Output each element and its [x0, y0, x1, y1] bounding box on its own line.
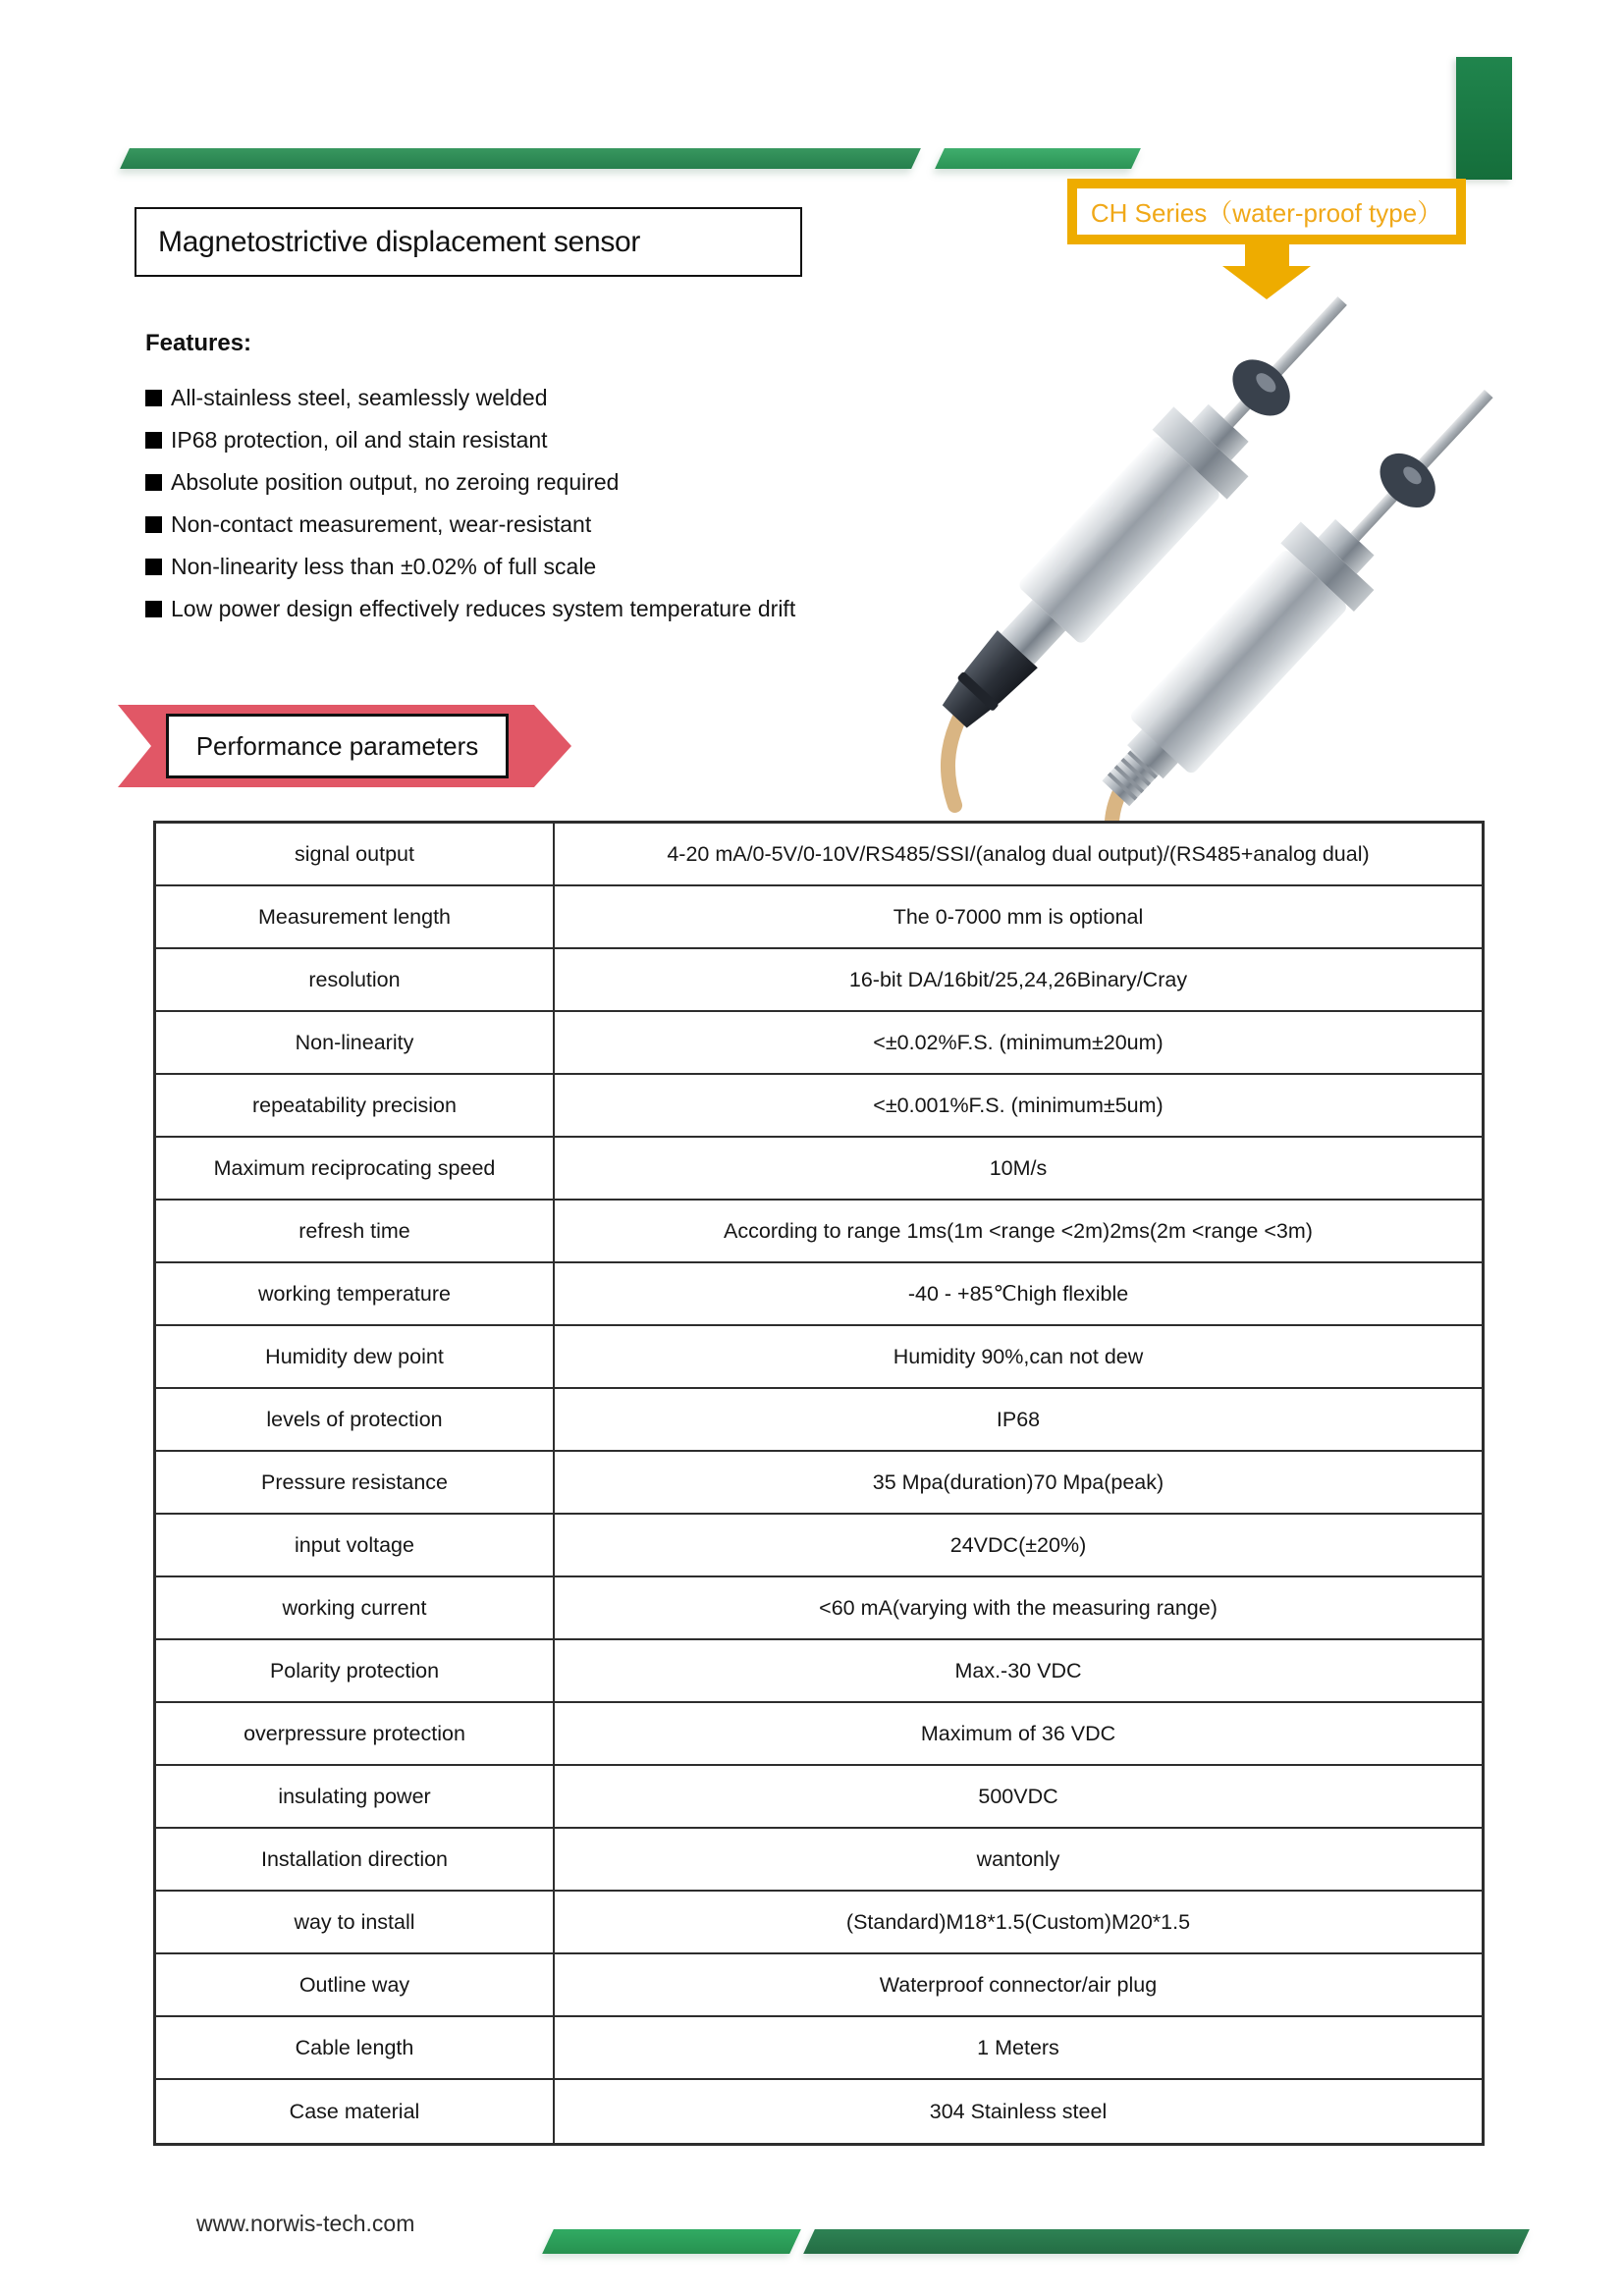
- param-name-cell: input voltage: [156, 1515, 555, 1575]
- feature-item: [145, 546, 931, 588]
- param-name-cell: Polarity protection: [156, 1640, 555, 1701]
- footer-green-bar-short: [542, 2229, 801, 2254]
- param-value-cell: The 0-7000 mm is optional: [893, 904, 1144, 929]
- param-value-cell: <±0.02%F.S. (minimum±20um): [873, 1030, 1164, 1054]
- black-square-icon: [145, 601, 162, 617]
- param-name-cell: working temperature: [156, 1263, 555, 1324]
- param-name-cell: resolution: [156, 949, 555, 1010]
- series-label: CH Series（water-proof type）: [1090, 198, 1443, 228]
- param-name-cell: Pressure resistance: [156, 1452, 555, 1513]
- black-square-icon: [145, 390, 162, 406]
- black-square-icon: [145, 432, 162, 449]
- param-name-cell: Case material: [156, 2080, 555, 2143]
- footer-website: www.norwis-tech.com: [196, 2211, 415, 2236]
- product-image: [884, 280, 1532, 825]
- feature-text: All-stainless steel, seamlessly welded: [171, 385, 548, 410]
- table-row: [156, 1892, 1482, 1954]
- table-row: [156, 1452, 1482, 1515]
- black-square-icon: [145, 559, 162, 575]
- feature-item: [145, 419, 931, 461]
- page-title-box: [135, 207, 802, 277]
- param-name-cell: Measurement length: [156, 886, 555, 947]
- table-row: [156, 1326, 1482, 1389]
- page-title: Magnetostrictive displacement sensor: [158, 225, 641, 258]
- table-row: [156, 1703, 1482, 1766]
- table-row: [156, 1829, 1482, 1892]
- table-row: [156, 1075, 1482, 1138]
- param-name-cell: signal output: [156, 824, 555, 884]
- param-value-cell: <60 mA(varying with the measuring range): [819, 1595, 1218, 1620]
- table-row: [156, 1138, 1482, 1201]
- feature-item: [145, 588, 931, 630]
- feature-text: Non-contact measurement, wear-resistant: [171, 511, 592, 537]
- down-arrow-icon: [1245, 244, 1289, 268]
- param-name-cell: levels of protection: [156, 1389, 555, 1450]
- table-row: [156, 824, 1482, 886]
- param-name-cell: working current: [156, 1577, 555, 1638]
- feature-text: Non-linearity less than ±0.02% of full scale: [171, 554, 597, 579]
- corner-green-block: [1456, 57, 1512, 180]
- feature-text: Absolute position output, no zeroing required: [171, 469, 620, 495]
- table-row: [156, 1954, 1482, 2017]
- black-square-icon: [145, 516, 162, 533]
- table-row: [156, 1766, 1482, 1829]
- param-value-cell: According to range 1ms(1m <range <2m)2ms(2m <range <3m): [724, 1218, 1313, 1243]
- table-row: [156, 2017, 1482, 2080]
- param-name-cell: Outline way: [156, 1954, 555, 2015]
- table-row: [156, 886, 1482, 949]
- param-name-cell: Non-linearity: [156, 1012, 555, 1073]
- param-name-cell: Installation direction: [156, 1829, 555, 1890]
- features-list: [145, 377, 931, 630]
- param-value-cell: IP68: [996, 1407, 1041, 1431]
- param-value-cell: <±0.001%F.S. (minimum±5um): [873, 1093, 1164, 1117]
- param-value-cell: 24VDC(±20%): [949, 1532, 1087, 1557]
- table-row: [156, 1263, 1482, 1326]
- param-value-cell: 4-20 mA/0-5V/0-10V/RS485/SSI/(analog dual output)/(RS485+analog dual): [667, 841, 1370, 866]
- param-name-cell: Cable length: [156, 2017, 555, 2078]
- features-section: [145, 330, 931, 630]
- table-row: [156, 1389, 1482, 1452]
- param-value-cell: 10M/s: [989, 1155, 1048, 1180]
- top-green-bar-left: [120, 148, 921, 169]
- table-row: [156, 1201, 1482, 1263]
- features-heading: Features:: [145, 330, 252, 356]
- feature-item: [145, 504, 931, 546]
- param-value-cell: 16-bit DA/16bit/25,24,26Binary/Cray: [848, 967, 1188, 991]
- param-name-cell: overpressure protection: [156, 1703, 555, 1764]
- param-name-cell: insulating power: [156, 1766, 555, 1827]
- table-row: [156, 2080, 1482, 2143]
- footer-green-bar-long: [803, 2229, 1530, 2254]
- param-value-cell: Max.-30 VDC: [954, 1658, 1082, 1682]
- param-value-cell: Humidity 90%,can not dew: [893, 1344, 1144, 1368]
- param-value-cell: Waterproof connector/air plug: [879, 1972, 1158, 1997]
- feature-item: [145, 377, 931, 419]
- param-value-cell: 304 Stainless steel: [929, 2099, 1108, 2123]
- param-value-cell: Maximum of 36 VDC: [920, 1721, 1116, 1745]
- section-banner: [166, 714, 509, 778]
- table-row: [156, 1515, 1482, 1577]
- param-value-cell: wantonly: [976, 1846, 1060, 1871]
- param-value-cell: 500VDC: [978, 1784, 1058, 1808]
- series-callout: [1067, 179, 1466, 244]
- param-name-cell: Maximum reciprocating speed: [156, 1138, 555, 1199]
- feature-item: [145, 461, 931, 504]
- parameters-table: [153, 821, 1485, 2146]
- param-name-cell: way to install: [156, 1892, 555, 1952]
- param-value-cell: 1 Meters: [977, 2035, 1059, 2059]
- param-name-cell: refresh time: [156, 1201, 555, 1261]
- feature-text: Low power design effectively reduces system temperature drift: [171, 596, 796, 621]
- table-row: [156, 949, 1482, 1012]
- param-name-cell: Humidity dew point: [156, 1326, 555, 1387]
- table-row: [156, 1012, 1482, 1075]
- section-banner-label: Performance parameters: [195, 730, 479, 761]
- param-value-cell: -40 - +85℃high flexible: [907, 1281, 1129, 1306]
- black-square-icon: [145, 474, 162, 491]
- top-green-bar-right: [935, 148, 1141, 169]
- param-name-cell: repeatability precision: [156, 1075, 555, 1136]
- table-row: [156, 1577, 1482, 1640]
- param-value-cell: (Standard)M18*1.5(Custom)M20*1.5: [845, 1909, 1191, 1934]
- table-row: [156, 1640, 1482, 1703]
- param-value-cell: 35 Mpa(duration)70 Mpa(peak): [872, 1469, 1164, 1494]
- feature-text: IP68 protection, oil and stain resistant: [171, 427, 548, 453]
